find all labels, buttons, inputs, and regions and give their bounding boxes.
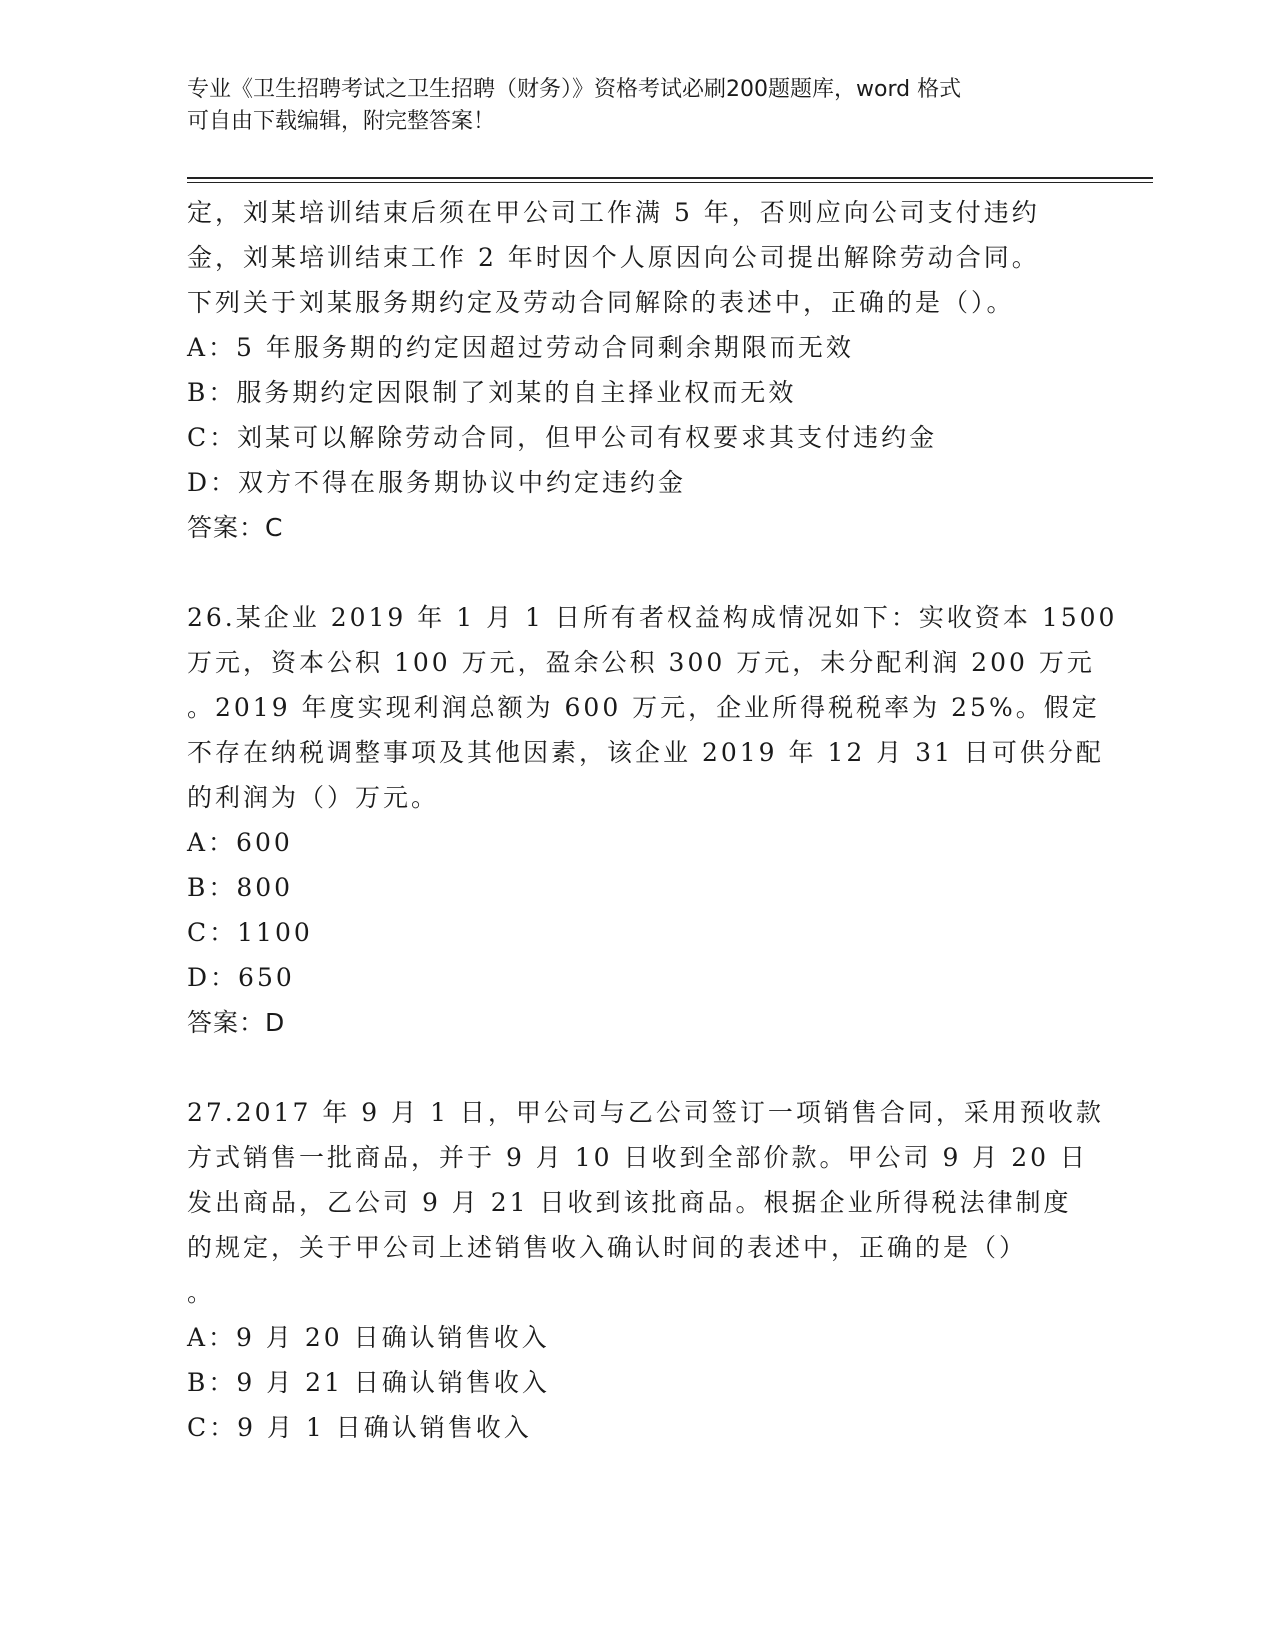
option-a: A：600 (187, 828, 293, 857)
page-header (187, 74, 1087, 138)
answer-label: 答案：D (187, 1008, 286, 1037)
option-c: C：刘某可以解除劳动合同，但甲公司有权要求其支付违约金 (187, 423, 938, 452)
question-stem-line: 万元，资本公积 100 万元，盈余公积 300 万元，未分配利润 200 万元 (187, 648, 1095, 677)
option-b: B：9 月 21 日确认销售收入 (187, 1368, 550, 1397)
question-stem-line: 27.2017 年 9 月 1 日，甲公司与乙公司签订一项销售合同，采用预收款 (187, 1098, 1104, 1127)
question-stem-line: 不存在纳税调整事项及其他因素，该企业 2019 年 12 月 31 日可供分配 (187, 738, 1104, 767)
option-d: D：双方不得在服务期协议中约定违约金 (187, 468, 687, 497)
option-b: B：服务期约定因限制了刘某的自主择业权而无效 (187, 378, 797, 407)
header-line: 专业《卫生招聘考试之卫生招聘（财务）》资格考试必刷200题题库，word 格式 (187, 77, 962, 102)
option-c: C：1100 (187, 918, 313, 947)
question-stem-line: 发出商品，乙公司 9 月 21 日收到该批商品。根据企业所得税法律制度 (187, 1188, 1072, 1217)
option-c: C：9 月 1 日确认销售收入 (187, 1413, 532, 1442)
header-line: 可自由下载编辑，附完整答案！ (187, 109, 496, 134)
question-26 (187, 595, 1118, 1045)
spacer (187, 550, 1087, 595)
spacer (187, 1045, 1087, 1090)
question-stem-line: 方式销售一批商品，并于 9 月 10 日收到全部价款。甲公司 9 月 20 日 (187, 1143, 1089, 1172)
document-body (187, 190, 1118, 1450)
header-divider (187, 182, 1153, 183)
option-a: A：9 月 20 日确认销售收入 (187, 1323, 550, 1352)
question-stem-line: 的规定，关于甲公司上述销售收入确认时间的表述中，正确的是（） (187, 1233, 1028, 1262)
question-stem-line: 。 (187, 1278, 216, 1307)
question-stem-line: 的利润为（）万元。 (187, 783, 440, 812)
option-a: A：5 年服务期的约定因超过劳动合同剩余期限而无效 (187, 333, 854, 362)
option-d: D：650 (187, 963, 295, 992)
question-25 (187, 190, 1087, 550)
answer-label: 答案：C (187, 513, 284, 542)
option-b: B：800 (187, 873, 294, 902)
question-stem-line: 金，刘某培训结束工作 2 年时因个人原因向公司提出解除劳动合同。 (187, 243, 1040, 272)
question-stem-line: 26.某企业 2019 年 1 月 1 日所有者权益构成情况如下：实收资本 1500 (187, 603, 1118, 632)
question-stem-line: 下列关于刘某服务期约定及劳动合同解除的表述中，正确的是（）。 (187, 288, 1015, 317)
question-stem-line: 定，刘某培训结束后须在甲公司工作满 5 年，否则应向公司支付违约 (187, 198, 1040, 227)
question-stem-line: 。2019 年度实现利润总额为 600 万元，企业所得税税率为 25%。假定 (187, 693, 1100, 722)
question-27 (187, 1090, 1104, 1450)
header-divider (187, 177, 1153, 179)
